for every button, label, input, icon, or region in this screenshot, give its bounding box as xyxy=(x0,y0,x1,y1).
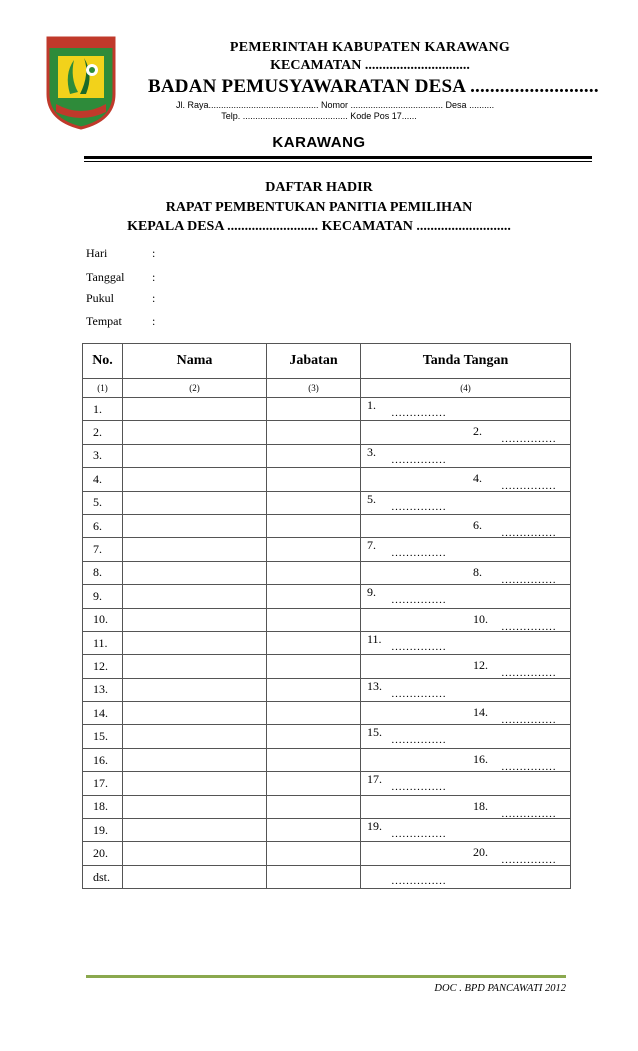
row-number: 13. xyxy=(83,678,123,701)
nama-cell[interactable] xyxy=(123,561,267,584)
header-city: KARAWANG xyxy=(272,134,366,151)
signature-slot xyxy=(473,705,556,727)
header-government: PEMERINTAH KABUPATEN KARAWANG xyxy=(229,40,511,55)
nama-cell[interactable] xyxy=(123,725,267,748)
signature-slot xyxy=(473,611,556,633)
signature-number: 14. xyxy=(473,705,488,720)
signature-dots: …………… xyxy=(501,480,556,493)
col-number: (1) xyxy=(83,379,123,398)
signature-slot xyxy=(367,491,446,513)
row-number: 3. xyxy=(83,444,123,467)
nama-cell[interactable] xyxy=(123,795,267,818)
row-number: 4. xyxy=(83,468,123,491)
nama-cell[interactable] xyxy=(123,514,267,537)
table-row xyxy=(83,702,571,725)
signature-slot xyxy=(367,725,446,747)
signature-slot xyxy=(367,538,446,560)
table-row xyxy=(83,725,571,748)
signature-dots: …………… xyxy=(391,453,446,466)
jabatan-cell[interactable] xyxy=(267,491,361,514)
table-row xyxy=(83,842,571,865)
row-number: 12. xyxy=(83,655,123,678)
row-number: 9. xyxy=(83,585,123,608)
signature-dots: …………… xyxy=(391,594,446,607)
signature-cell[interactable] xyxy=(361,444,571,467)
table-row xyxy=(83,561,571,584)
header-bpd: BADAN PEMUSYAWARATAN DESA .......................... xyxy=(148,76,599,97)
signature-dots: …………… xyxy=(391,874,446,887)
signature-dots: …………… xyxy=(391,640,446,653)
signature-slot xyxy=(473,517,556,539)
signature-slot xyxy=(473,658,556,680)
row-number: 15. xyxy=(83,725,123,748)
nama-cell[interactable] xyxy=(123,468,267,491)
signature-slot xyxy=(473,471,556,493)
nama-cell[interactable] xyxy=(123,491,267,514)
header-phone: Telp. .......................................... Kode Pos 17...... xyxy=(221,111,417,121)
signature-cell[interactable] xyxy=(361,795,571,818)
signature-cell[interactable] xyxy=(361,491,571,514)
signature-slot xyxy=(473,424,556,446)
row-number: 7. xyxy=(83,538,123,561)
col-number: (2) xyxy=(123,379,267,398)
table-row xyxy=(83,421,571,444)
table-row xyxy=(83,468,571,491)
col-number: (4) xyxy=(361,379,571,398)
signature-dots: …………… xyxy=(391,547,446,560)
signature-dots: …………… xyxy=(501,573,556,586)
row-number: 10. xyxy=(83,608,123,631)
row-number: 6. xyxy=(83,514,123,537)
signature-number: 11. xyxy=(367,631,382,646)
table-row xyxy=(83,748,571,771)
signature-dots: …………… xyxy=(501,714,556,727)
header-kecamatan: KECAMATAN .............................. xyxy=(270,58,470,73)
row-number: 16. xyxy=(83,748,123,771)
signature-cell[interactable] xyxy=(361,702,571,725)
signature-dots: …………… xyxy=(501,854,556,867)
table-row xyxy=(83,678,571,701)
table-row xyxy=(83,398,571,421)
jabatan-cell[interactable] xyxy=(267,748,361,771)
header-tanda-tangan: Tanda Tangan xyxy=(361,344,571,379)
table-row xyxy=(83,631,571,654)
row-number: 20. xyxy=(83,842,123,865)
jabatan-cell[interactable] xyxy=(267,561,361,584)
signature-number: 18. xyxy=(473,798,488,813)
row-number: 14. xyxy=(83,702,123,725)
jabatan-cell[interactable] xyxy=(267,444,361,467)
jabatan-cell[interactable] xyxy=(267,819,361,842)
signature-number: 12. xyxy=(473,658,488,673)
signature-dots: …………… xyxy=(391,828,446,841)
header-rule-thick xyxy=(84,156,592,159)
header-jabatan: Jabatan xyxy=(267,344,361,379)
signature-slot xyxy=(367,631,446,653)
row-number: 11. xyxy=(83,631,123,654)
jabatan-cell[interactable] xyxy=(267,514,361,537)
signature-cell[interactable] xyxy=(361,538,571,561)
signature-slot xyxy=(367,819,446,841)
row-number: 5. xyxy=(83,491,123,514)
signature-dots: …………… xyxy=(501,667,556,680)
info-label-pukul: Pukul xyxy=(86,291,115,305)
signature-number: 7. xyxy=(367,538,376,553)
signature-number: 9. xyxy=(367,585,376,600)
signature-dots: …………… xyxy=(391,407,446,419)
jabatan-cell[interactable] xyxy=(267,608,361,631)
signature-cell[interactable] xyxy=(361,772,571,795)
row-number: 1. xyxy=(83,398,123,421)
signature-cell[interactable] xyxy=(361,561,571,584)
signature-dots: …………… xyxy=(391,687,446,700)
header-address: Jl. Raya............................................ Nomor ..................................... Desa .......... xyxy=(176,100,495,110)
nama-cell[interactable] xyxy=(123,772,267,795)
doc-subtitle-2: KEPALA DESA .......................... KECAMATAN ........................... xyxy=(127,219,511,234)
signature-number: 19. xyxy=(367,819,382,834)
nama-cell[interactable] xyxy=(123,608,267,631)
footer-doc-ref: DOC . BPD PANCAWATI 2012 xyxy=(434,983,566,994)
header-rule-thin xyxy=(84,161,592,162)
table-row xyxy=(83,444,571,467)
signature-slot xyxy=(473,845,556,867)
signature-slot xyxy=(367,772,446,794)
jabatan-cell[interactable] xyxy=(267,678,361,701)
table-row xyxy=(83,514,571,537)
jabatan-cell[interactable] xyxy=(267,655,361,678)
signature-slot xyxy=(367,444,446,466)
info-label-tanggal: Tanggal xyxy=(86,270,125,284)
signature-cell[interactable] xyxy=(361,725,571,748)
signature-dots: …………… xyxy=(501,620,556,633)
jabatan-cell[interactable] xyxy=(267,702,361,725)
table-row xyxy=(83,585,571,608)
jabatan-cell[interactable] xyxy=(267,772,361,795)
signature-number: 16. xyxy=(473,751,488,766)
header-nama: Nama xyxy=(123,344,267,379)
signature-slot xyxy=(473,564,556,586)
nama-cell[interactable] xyxy=(123,865,267,888)
signature-slot xyxy=(367,678,446,700)
doc-subtitle: RAPAT PEMBENTUKAN PANITIA PEMILIHAN xyxy=(165,200,473,215)
jabatan-cell[interactable] xyxy=(267,421,361,444)
nama-cell[interactable] xyxy=(123,748,267,771)
row-number: 19. xyxy=(83,819,123,842)
info-label-hari: Hari xyxy=(86,246,108,260)
jabatan-cell[interactable] xyxy=(267,538,361,561)
signature-cell[interactable] xyxy=(361,842,571,865)
table-row xyxy=(83,865,571,888)
signature-cell[interactable] xyxy=(361,748,571,771)
signature-number: 1. xyxy=(367,398,376,412)
signature-slot xyxy=(367,585,446,607)
signature-slot xyxy=(473,798,556,820)
doc-title: DAFTAR HADIR xyxy=(265,180,373,195)
signature-dots: …………… xyxy=(501,760,556,773)
table-row xyxy=(83,538,571,561)
signature-cell[interactable] xyxy=(361,421,571,444)
signature-slot xyxy=(367,398,446,419)
signature-dots: …………… xyxy=(391,734,446,747)
footer-rule xyxy=(86,975,566,978)
signature-number: 4. xyxy=(473,471,482,486)
nama-cell[interactable] xyxy=(123,421,267,444)
nama-cell[interactable] xyxy=(123,842,267,865)
row-number: 2. xyxy=(83,421,123,444)
jabatan-cell[interactable] xyxy=(267,795,361,818)
jabatan-cell[interactable] xyxy=(267,865,361,888)
signature-number: 10. xyxy=(473,611,488,626)
signature-number: 2. xyxy=(473,424,482,439)
nama-cell[interactable] xyxy=(123,678,267,701)
signature-number: 15. xyxy=(367,725,382,740)
signature-number: 17. xyxy=(367,772,382,787)
row-number: 17. xyxy=(83,772,123,795)
signature-number: 13. xyxy=(367,678,382,693)
jabatan-cell[interactable] xyxy=(267,398,361,421)
row-number: 18. xyxy=(83,795,123,818)
signature-dots: …………… xyxy=(501,807,556,820)
signature-cell[interactable] xyxy=(361,655,571,678)
nama-cell[interactable] xyxy=(123,398,267,421)
signature-dots: …………… xyxy=(501,526,556,539)
info-colon: : xyxy=(152,291,156,305)
nama-cell[interactable] xyxy=(123,538,267,561)
signature-cell[interactable] xyxy=(361,468,571,491)
nama-cell[interactable] xyxy=(123,585,267,608)
signature-dots: …………… xyxy=(501,433,556,446)
signature-slot xyxy=(473,751,556,773)
table-row xyxy=(83,819,571,842)
info-colon: : xyxy=(152,314,156,328)
signature-number: 3. xyxy=(367,444,376,459)
attendance-table xyxy=(82,343,571,889)
signature-cell[interactable] xyxy=(361,514,571,537)
nama-cell[interactable] xyxy=(123,631,267,654)
signature-cell[interactable] xyxy=(361,608,571,631)
table-row xyxy=(83,795,571,818)
header-no: No. xyxy=(83,344,123,379)
signature-cell[interactable] xyxy=(361,865,571,888)
nama-cell[interactable] xyxy=(123,702,267,725)
jabatan-cell[interactable] xyxy=(267,585,361,608)
jabatan-cell[interactable] xyxy=(267,631,361,654)
signature-dots: …………… xyxy=(391,500,446,513)
signature-cell[interactable] xyxy=(361,631,571,654)
signature-cell[interactable] xyxy=(361,819,571,842)
signature-cell[interactable] xyxy=(361,678,571,701)
signature-cell[interactable] xyxy=(361,398,571,421)
col-number: (3) xyxy=(267,379,361,398)
nama-cell[interactable] xyxy=(123,819,267,842)
info-colon: : xyxy=(152,246,156,260)
signature-number: 8. xyxy=(473,564,482,579)
row-number: dst. xyxy=(83,865,123,888)
nama-cell[interactable] xyxy=(123,444,267,467)
info-colon: : xyxy=(152,270,156,284)
jabatan-cell[interactable] xyxy=(267,725,361,748)
jabatan-cell[interactable] xyxy=(267,468,361,491)
signature-number: 5. xyxy=(367,491,376,506)
row-number: 8. xyxy=(83,561,123,584)
table-row xyxy=(83,608,571,631)
nama-cell[interactable] xyxy=(123,655,267,678)
signature-number: 20. xyxy=(473,845,488,860)
signature-number: 6. xyxy=(473,517,482,532)
signature-cell[interactable] xyxy=(361,585,571,608)
table-row xyxy=(83,655,571,678)
jabatan-cell[interactable] xyxy=(267,842,361,865)
table-row xyxy=(83,491,571,514)
signature-dots: …………… xyxy=(391,781,446,794)
info-label-tempat: Tempat xyxy=(86,314,122,328)
table-row xyxy=(83,772,571,795)
